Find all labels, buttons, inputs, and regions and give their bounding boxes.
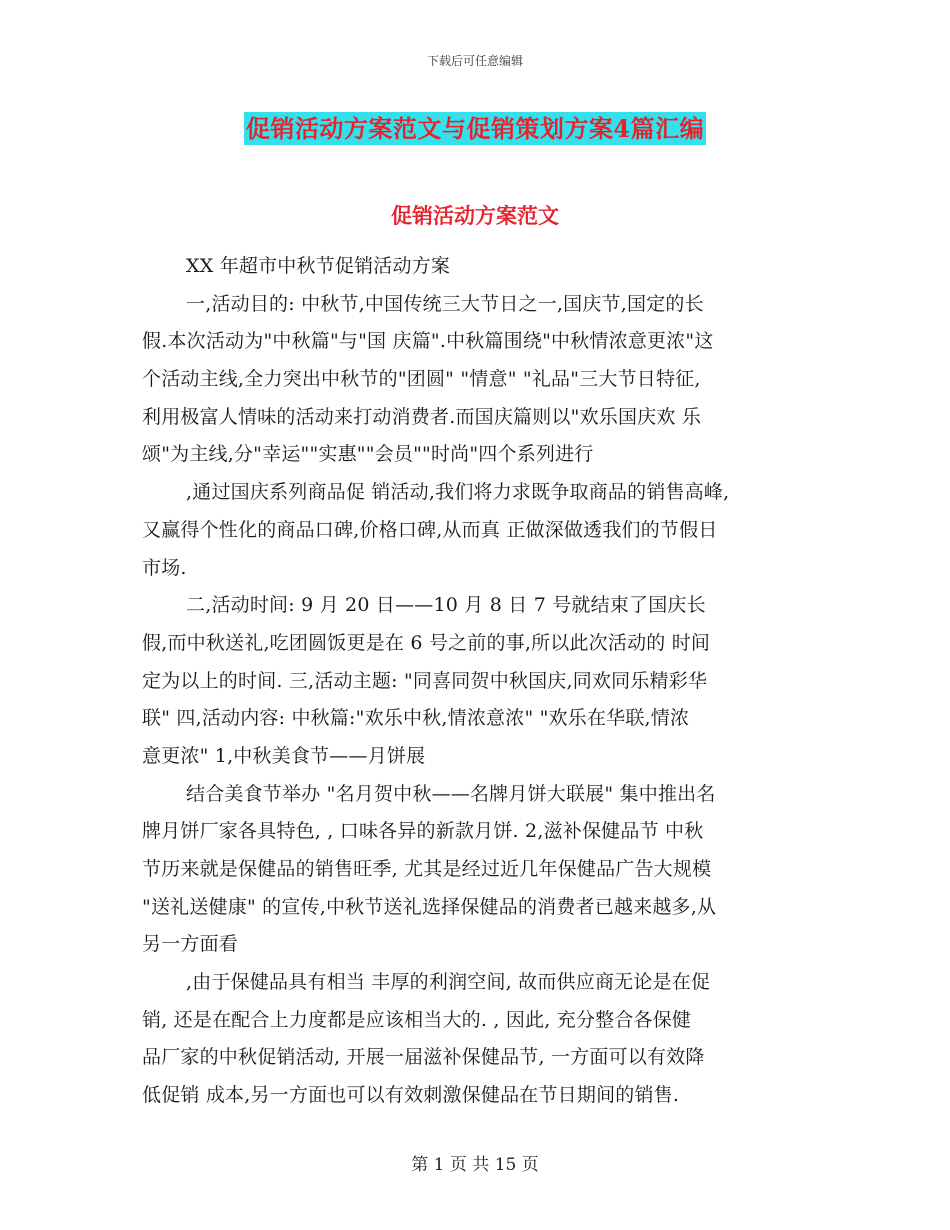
text-line: 又赢得个性化的商品口碑,价格口碑,从而真 正做深做透我们的节假日 xyxy=(142,518,718,541)
text-line: 利用极富人情味的活动来打动消费者.而国庆篇则以"欢乐国庆欢 乐 xyxy=(142,405,702,428)
text-line: ,由于保健品具有相当 丰厚的利润空间, 故而供应商无论是在促 xyxy=(186,971,711,994)
text-line: 联" 四,活动内容: 中秋篇:"欢乐中秋,情浓意浓" "欢乐在华联,情浓 xyxy=(142,707,690,730)
text-line: 低促销 成本,另一方面也可以有效刺激保健品在节日期间的销售. xyxy=(142,1084,680,1107)
text-line: 一,活动目的: 中秋节,中国传统三大节日之一,国庆节,国定的长 xyxy=(186,292,704,315)
text-line: 意更浓" 1,中秋美食节——月饼展 xyxy=(142,744,426,767)
text-line: 牌月饼厂家各具特色, , 口味各异的新款月饼. 2,滋补保健品节 中秋 xyxy=(142,820,704,843)
section-title: 促销活动方案范文 xyxy=(391,203,559,228)
text-line: 市场. xyxy=(142,556,187,579)
text-line: "送礼送健康" 的宣传,中秋节送礼选择保健品的消费者已越来越多,从 xyxy=(142,895,717,918)
text-line: 个活动主线,全力突出中秋节的"团圆" "情意" "礼品"三大节日特征, xyxy=(142,368,701,391)
text-line: XX 年超市中秋节促销活动方案 xyxy=(186,255,451,277)
body-text xyxy=(142,248,812,1115)
text-line: 节历来就是保健品的销售旺季, 尤其是经过近几年保健品广告大规模 xyxy=(142,858,712,880)
document-title-text: 促销活动方案范文与促销策划方案4篇汇编 xyxy=(245,114,705,143)
document-title xyxy=(0,111,950,150)
text-line: 二,活动时间: 9 月 20 日——10 月 8 日 7 号就结束了国庆长 xyxy=(186,594,706,617)
text-line: 假.本次活动为"中秋篇"与"国 庆篇".中秋篇围绕"中秋情浓意更浓"这 xyxy=(142,330,714,353)
text-line: 结合美食节举办 "名月贺中秋——名牌月饼大联展" 集中推出名 xyxy=(186,782,716,805)
page-footer: 第 1 页 共 15 页 xyxy=(411,1155,539,1175)
text-line: 假,而中秋送礼,吃团圆饭更是在 6 号之前的事,所以此次活动的 时间 xyxy=(142,631,711,654)
text-line: 品厂家的中秋促销活动, 开展一届滋补保健品节, 一方面可以有效降 xyxy=(142,1046,705,1069)
text-line: 定为以上的时间. 三,活动主题: "同喜同贺中秋国庆,同欢同乐精彩华 xyxy=(142,669,708,692)
text-line: 销, 还是在配合上力度都是应该相当大的. , 因此, 充分整合各保健 xyxy=(142,1008,692,1031)
text-line: 颂"为主线,分"幸运""实惠""会员""时尚"四个系列进行 xyxy=(142,443,594,466)
text-line: 另一方面看 xyxy=(142,933,239,956)
text-line: ,通过国庆系列商品促 销活动,我们将力求既争取商品的销售高峰, xyxy=(186,481,730,504)
page-header: 下载后可任意编辑 xyxy=(426,54,523,68)
